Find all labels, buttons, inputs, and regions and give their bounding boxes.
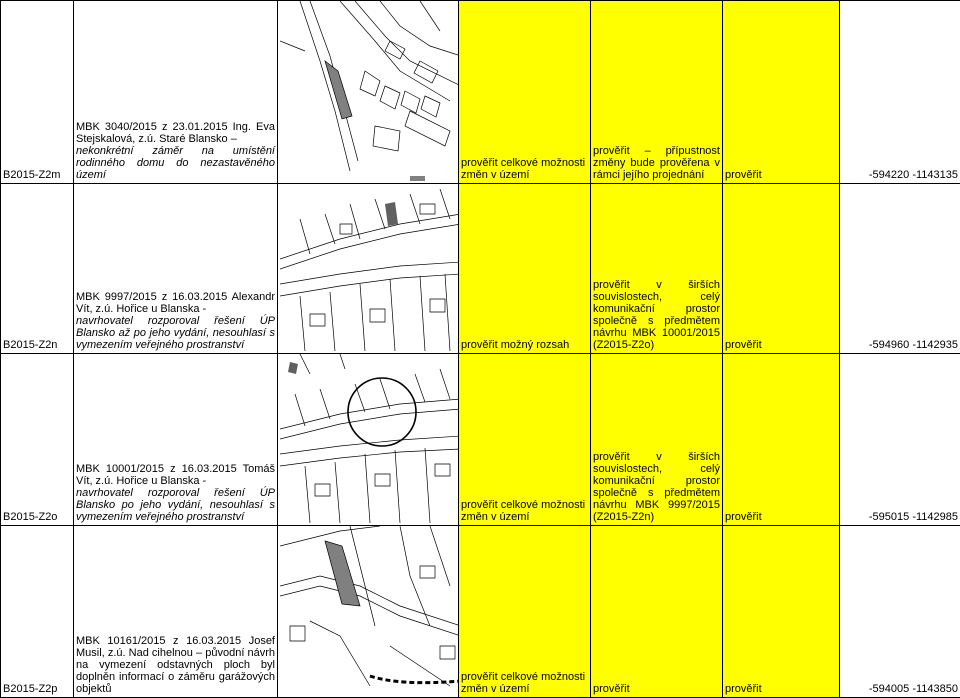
row-conditions: prověřit – přípustnost změny bude prověřena v rámci jejího projednání <box>591 1 723 184</box>
coord-y: -1143135 <box>912 169 958 181</box>
row-assessment: prověřit celkové možnosti změn v území <box>459 526 591 698</box>
coord-y: -1142935 <box>912 339 958 351</box>
row-coordinates <box>840 526 960 698</box>
row-assessment: prověřit celkové možnosti změn v území <box>459 354 591 526</box>
coord-y: -1143850 <box>912 683 958 695</box>
table-row <box>1 1 960 184</box>
description-plain: MBK 9997/2015 z 16.03.2015 Alexandr Vít, z.ú. Hořice u Blanska - <box>76 291 275 315</box>
map-thumbnail <box>278 184 459 354</box>
table-row <box>1 184 960 354</box>
cadastral-map-2 <box>280 184 459 351</box>
description-plain: MBK 10161/2015 z 16.03.2015 Josef Musil, z.ú. Nad cihelnou – původní návrh na vymezení odstavných ploch byl doplněn informací o záměru garážových objektů <box>76 635 275 695</box>
description-italic: nekonkrétní záměr na umístění rodinného domu do nezastavěného území <box>76 145 275 181</box>
row-assessment: prověřit celkové možnosti změn v území <box>459 1 591 184</box>
description-plain: MBK 10001/2015 z 16.03.2015 Tomáš Vít, z.ú. Hořice u Blanska - <box>76 463 275 487</box>
row-description <box>74 354 278 526</box>
table-row <box>1 526 960 698</box>
row-assessment: prověřit možný rozsah <box>459 184 591 354</box>
coord-x: -595015 <box>869 511 909 523</box>
row-coordinates <box>840 1 960 184</box>
row-code: B2015-Z2o <box>1 354 74 526</box>
row-description <box>74 526 278 698</box>
cadastral-map-1 <box>280 1 459 181</box>
table-row <box>1 354 960 526</box>
coord-y: -1142985 <box>912 511 958 523</box>
row-action: prověřit <box>723 354 840 526</box>
coord-x: -594220 <box>869 169 909 181</box>
description-plain: MBK 3040/2015 z 23.01.2015 Ing. Eva Stejskalová, z.ú. Staré Blansko – <box>76 121 275 145</box>
row-conditions: prověřit v širších souvislostech, celý komunikační prostor společně s předmětem návrhu MBK 9997/2015 (Z2015-Z2n) <box>591 354 723 526</box>
description-italic: navrhovatel rozporoval řešení ÚP Blansko po jeho vydání, nesouhlasí s vymezením veřejného prostranství <box>76 487 275 523</box>
map-thumbnail <box>278 526 459 698</box>
cadastral-map-3 <box>280 354 459 523</box>
description-italic: navrhovatel rozporoval řešení ÚP Blansko až po jeho vydání, nesouhlasí s vymezením veřejného prostranství <box>76 315 275 351</box>
row-conditions: prověřit v širších souvislostech, celý komunikační prostor společně s předmětem návrhu MBK 10001/2015 (Z2015-Z2o) <box>591 184 723 354</box>
row-description <box>74 1 278 184</box>
row-action: prověřit <box>723 184 840 354</box>
row-conditions: prověřit <box>591 526 723 698</box>
row-coordinates <box>840 354 960 526</box>
map-thumbnail <box>278 1 459 184</box>
cadastral-map-4 <box>280 526 459 695</box>
row-code: B2015-Z2p <box>1 526 74 698</box>
row-description <box>74 184 278 354</box>
row-action: prověřit <box>723 1 840 184</box>
row-action: prověřit <box>723 526 840 698</box>
row-code: B2015-Z2m <box>1 1 74 184</box>
coord-x: -594005 <box>869 683 909 695</box>
map-thumbnail <box>278 354 459 526</box>
coord-x: -594960 <box>869 339 909 351</box>
row-code: B2015-Z2n <box>1 184 74 354</box>
row-coordinates <box>840 184 960 354</box>
